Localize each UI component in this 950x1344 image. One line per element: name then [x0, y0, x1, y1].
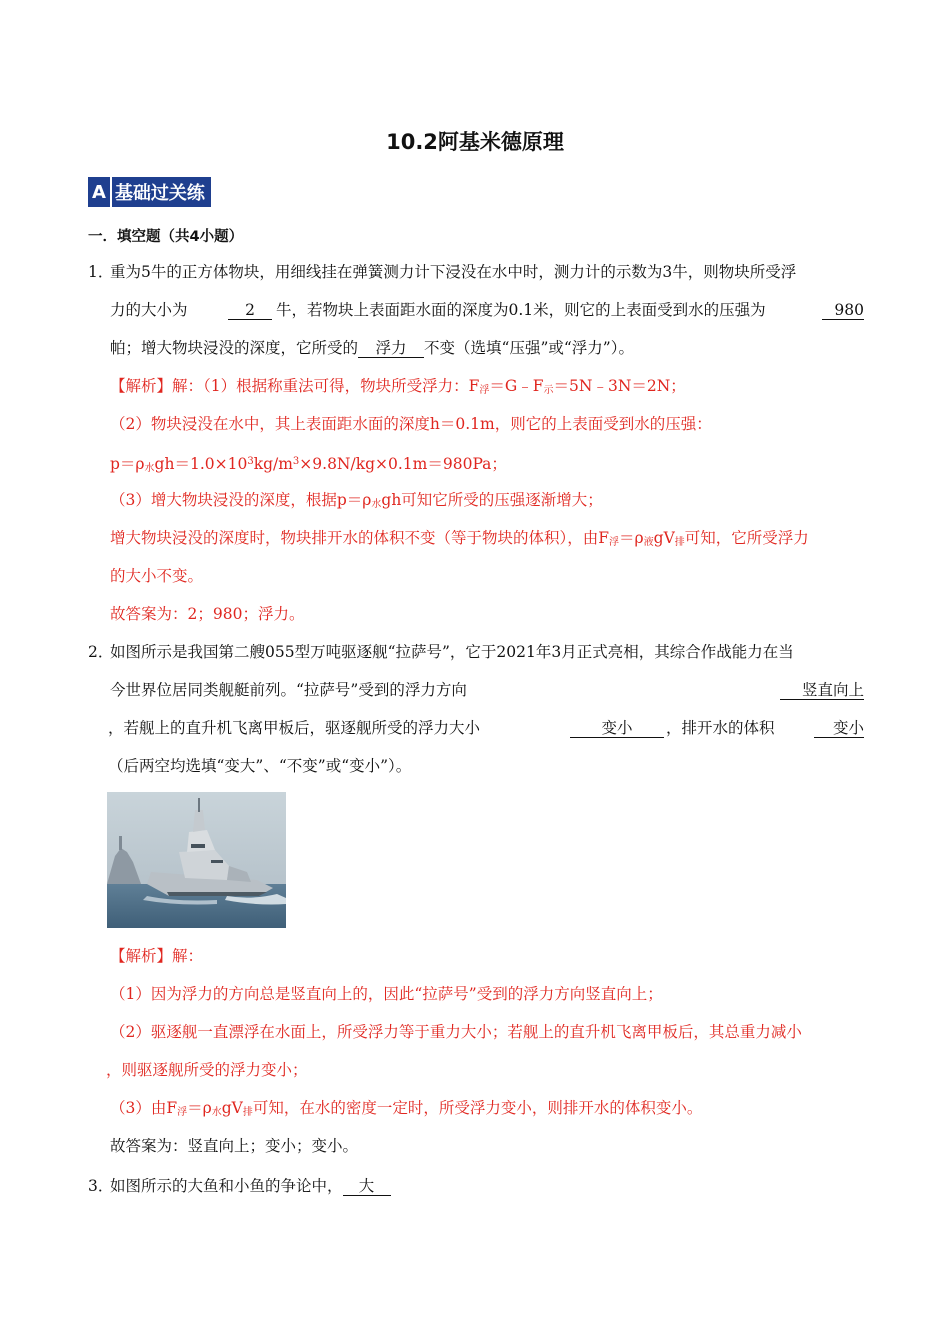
solution-line: 增大物块浸没的深度时，物块排开水的体积不变（等于物块的体积），由$F_浮=\rho_液gV_排$可知，它所受浮力 — [110, 529, 809, 548]
question-text: ，若舰上的直升机飞离甲板后，驱逐舰所受的浮力大小 — [108, 719, 481, 737]
section-badge — [88, 177, 211, 207]
solution-line: （2）驱逐舰一直漂浮在水面上，所受浮力等于重力大小；若舰上的直升机飞离甲板后，其总重力减小 — [110, 1023, 802, 1041]
answer-blank: 浮力 — [358, 339, 424, 358]
question-text: ，排开水的体积 — [666, 719, 775, 737]
section-heading: 一．填空题（共4小题） — [88, 229, 244, 245]
solution-answer: 故答案为：竖直向上；变小；变小。 — [110, 1137, 359, 1155]
question-text: 重为5牛的正方体物块，用细线挂在弹簧测力计下浸没在水中时，测力计的示数为3牛，则物块所受浮 — [110, 263, 797, 281]
question-text: 帕；增大物块浸没的深度，它所受的 — [110, 339, 359, 357]
answer-blank: 变小 — [814, 719, 864, 738]
badge-text: 基础过关练 — [110, 177, 211, 207]
answer-blank: 980 — [822, 301, 864, 320]
question-number: 3． — [88, 1177, 114, 1195]
solution-answer: 故答案为：2；980；浮力。 — [110, 605, 305, 623]
answer-blank: 2 — [228, 301, 272, 320]
solution-line: $p=\rho_水gh=1.0\times 10^3kg/m^3\times 9.8N/kg\times 0.1m=980Pa$； — [110, 455, 507, 474]
solution-line: （3）由$F_浮=\rho_水gV_排$可知，在水的密度一定时，所受浮力变小，则排开水的体积变小。 — [110, 1099, 703, 1118]
question-number: 1． — [88, 263, 114, 281]
question-text: 力的大小为 — [110, 301, 188, 319]
solution-line: 【解析】解： — [110, 947, 204, 965]
solution-line: ，则驱逐舰所受的浮力变小； — [106, 1061, 308, 1079]
badge-letter: A — [88, 177, 110, 207]
solution-line: （1）因为浮力的方向总是竖直向上的，因此“拉萨号”受到的浮力方向竖直向上； — [110, 985, 663, 1003]
answer-blank: 大 — [343, 1177, 391, 1196]
solution-line: （3）增大物块浸没的深度，根据$p=\rho_水gh$可知它所受的压强逐渐增大； — [110, 491, 603, 510]
answer-blank: 竖直向上 — [780, 681, 864, 700]
warship-image — [107, 792, 286, 928]
answer-blank: 变小 — [570, 719, 664, 738]
question-number: 2． — [88, 643, 114, 661]
question-text: 牛，若物块上表面距水面的深度为0.1米，则它的上表面受到水的压强为 — [276, 301, 766, 319]
question-text: 今世界位居同类舰艇前列。“拉萨号”受到的浮力方向 — [110, 681, 467, 699]
question-text: 不变（选填“压强”或“浮力”）。 — [424, 339, 634, 357]
page-title: 10.2阿基米德原理 — [386, 130, 564, 154]
solution-line: 【解析】解：（1）根据称重法可得，物块所受浮力：$F_浮=G﹣F_示=5N﹣3N=2N$； — [110, 377, 686, 396]
solution-line: （2）物块浸没在水中，其上表面距水面的深度h＝0.1m，则它的上表面受到水的压强： — [110, 415, 712, 433]
question-text: 如图所示是我国第二艘055型万吨驱逐舰“拉萨号”，它于2021年3月正式亮相，其综合作战能力在当 — [110, 643, 794, 661]
solution-line: 的大小不变。 — [110, 567, 204, 585]
question-text: 如图所示的大鱼和小鱼的争论中， — [110, 1177, 343, 1195]
question-text: （后两空均选填“变大”、“不变”或“变小”）。 — [108, 757, 412, 775]
